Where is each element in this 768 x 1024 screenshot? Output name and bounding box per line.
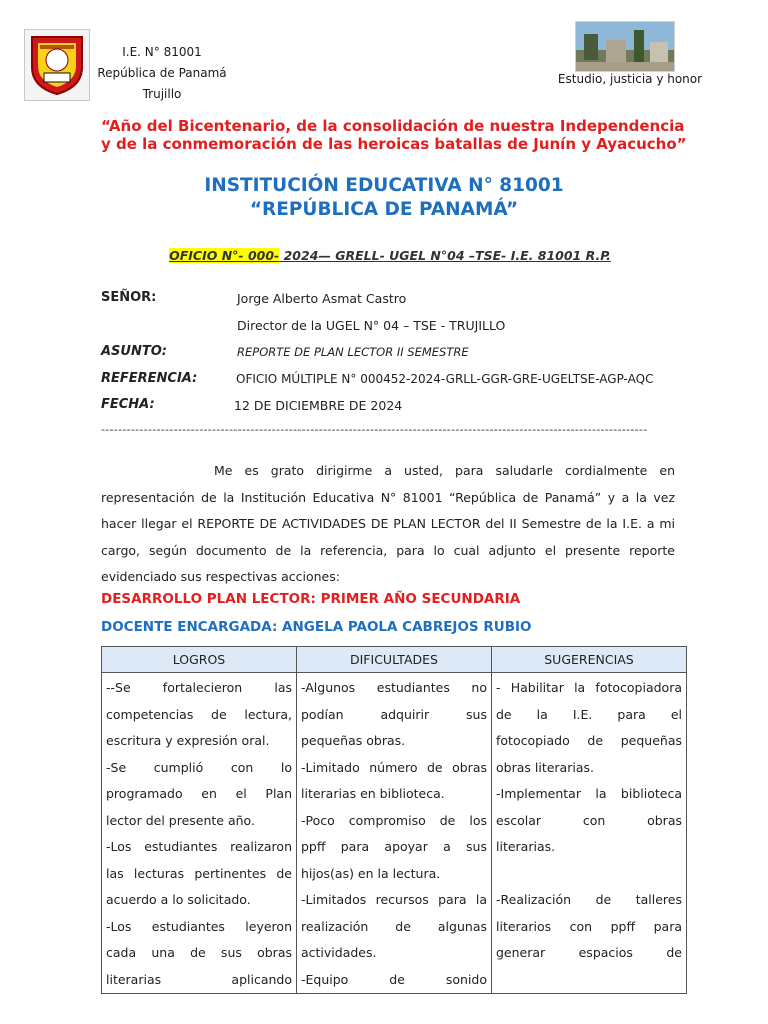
sugerencias-line: - Habilitar la fotocopiadora bbox=[496, 680, 682, 695]
table-row bbox=[102, 673, 687, 994]
sugerencias-line: literarias. bbox=[496, 839, 556, 854]
fecha-value: 12 DE DICIEMBRE DE 2024 bbox=[234, 398, 403, 413]
institution-name: INSTITUCIÓN EDUCATIVA N° 81001 bbox=[204, 175, 564, 196]
campus-image-icon bbox=[576, 22, 674, 71]
dificultades-line: realización de algunas bbox=[301, 918, 487, 934]
sugerencias-cell bbox=[492, 673, 687, 994]
logros-line: escritura y expresión oral. bbox=[106, 733, 270, 748]
institution-title bbox=[70, 174, 698, 222]
logros-line: acuerdo a lo solicitado. bbox=[106, 892, 251, 907]
institution-subname: “REPÚBLICA DE PANAMÁ” bbox=[249, 199, 519, 220]
logros-line: las lecturas pertinentes de bbox=[106, 865, 292, 881]
section-heading-plan: DESARROLLO PLAN LECTOR: PRIMER AÑO SECUNDARIA bbox=[101, 591, 521, 607]
logros-line: -Se cumplió con lo bbox=[106, 759, 292, 775]
dificultades-cell bbox=[297, 673, 492, 994]
school-code: I.E. N° 81001 bbox=[122, 45, 202, 59]
sugerencias-line: -Realización de talleres bbox=[496, 892, 682, 907]
logros-line: cada una de sus obras bbox=[106, 945, 292, 960]
sugerencias-line: literarios con ppff para bbox=[496, 918, 682, 934]
school-country: República de Panamá bbox=[97, 66, 227, 80]
separator-line: -------------------------------------------------------------------------------------------------------------------------------- bbox=[101, 423, 648, 436]
referencia-label: REFERENCIA: bbox=[101, 371, 198, 386]
logros-line: literarias aplicando bbox=[106, 971, 292, 987]
dificultades-line: -Limitado número de obras bbox=[301, 759, 487, 775]
referencia-value: OFICIO MÚLTIPLE N° 000452-2024-GRLL-GGR-GRE-UGELTSE-AGP-AQC bbox=[236, 372, 654, 386]
fecha-label: FECHA: bbox=[101, 397, 155, 412]
asunto-value: REPORTE DE PLAN LECTOR II SEMESTRE bbox=[237, 345, 469, 359]
logros-line: lector del presente año. bbox=[106, 812, 255, 828]
senor-name: Jorge Alberto Asmat Castro bbox=[237, 291, 407, 306]
dificultades-line: hijos(as) en la lectura. bbox=[301, 865, 441, 881]
table-header-row bbox=[102, 647, 687, 673]
campus-photo bbox=[575, 21, 675, 72]
dificultades-line: -Equipo de sonido bbox=[301, 971, 487, 987]
dificultades-line: literarias en biblioteca. bbox=[301, 786, 445, 801]
dificultades-line: ppff para apoyar a sus bbox=[301, 839, 487, 854]
logros-line: -Los estudiantes leyeron bbox=[106, 918, 292, 934]
sugerencias-line: escolar con obras bbox=[496, 812, 682, 828]
sugerencias-line: -Implementar la biblioteca bbox=[496, 786, 682, 801]
sugerencias-spacer bbox=[496, 861, 682, 888]
logros-line: -Los estudiantes realizaron bbox=[106, 839, 292, 854]
senor-label: SEÑOR: bbox=[101, 290, 157, 305]
sugerencias-line: generar espacios de bbox=[496, 945, 682, 960]
year-slogan: “Año del Bicentenario, de la consolidación de nuestra Independencia y de la conmemoración de las heroicas batallas de Junín y Ayacucho” bbox=[101, 117, 687, 153]
section-heading-teacher: DOCENTE ENCARGADA: ANGELA PAOLA CABREJOS RUBIO bbox=[101, 619, 532, 635]
asunto-label: ASUNTO: bbox=[101, 344, 167, 359]
logros-line: competencias de lectura, bbox=[106, 706, 292, 722]
school-info bbox=[95, 42, 229, 105]
report-table bbox=[101, 646, 687, 994]
dificultades-line: -Algunos estudiantes no bbox=[301, 680, 487, 695]
logros-line: --Se fortalecieron las bbox=[106, 680, 292, 695]
dificultades-line: -Poco compromiso de los bbox=[301, 812, 487, 828]
oficio-highlight: OFICIO N°- 000- bbox=[169, 248, 280, 263]
logros-cell bbox=[102, 673, 297, 994]
shield-icon bbox=[28, 33, 86, 97]
header-dificultades: DIFICULTADES bbox=[297, 647, 492, 673]
sugerencias-line: de la I.E. para el bbox=[496, 706, 682, 722]
header-sugerencias: SUGERENCIAS bbox=[492, 647, 687, 673]
body-text: Me es grato dirigirme a usted, para saludarle cordialmente en representación de la Institución Educativa N° 81001 “República de Panamá” y a la vez hacer llegar el REPORTE DE ACTIVIDADES DE PLAN LECTOR del II Semestre de la I.E. a mi cargo, según documento de la referencia, para lo cual adjunto el presente reporte evidenciado sus respectivas acciones: bbox=[101, 463, 675, 584]
header-logros: LOGROS bbox=[102, 647, 297, 673]
school-city: Trujillo bbox=[142, 87, 182, 101]
oficio-number bbox=[60, 248, 720, 263]
school-seal-logo bbox=[24, 29, 90, 101]
dificultades-line: podían adquirir sus bbox=[301, 706, 487, 722]
oficio-rest: 2024— GRELL- UGEL N°04 –TSE- I.E. 81001 R.P. bbox=[279, 248, 611, 263]
dificultades-line: -Limitados recursos para la bbox=[301, 892, 487, 907]
dificultades-line: actividades. bbox=[301, 945, 377, 960]
dificultades-line: pequeñas obras. bbox=[301, 733, 406, 748]
logros-line: programado en el Plan bbox=[106, 786, 292, 801]
body-paragraph bbox=[101, 458, 675, 591]
sugerencias-line: obras literarias. bbox=[496, 759, 594, 775]
senor-title: Director de la UGEL N° 04 – TSE - TRUJILLO bbox=[237, 318, 506, 333]
sugerencias-line: fotocopiado de pequeñas bbox=[496, 733, 682, 748]
school-motto: Estudio, justicia y honor bbox=[557, 72, 703, 86]
